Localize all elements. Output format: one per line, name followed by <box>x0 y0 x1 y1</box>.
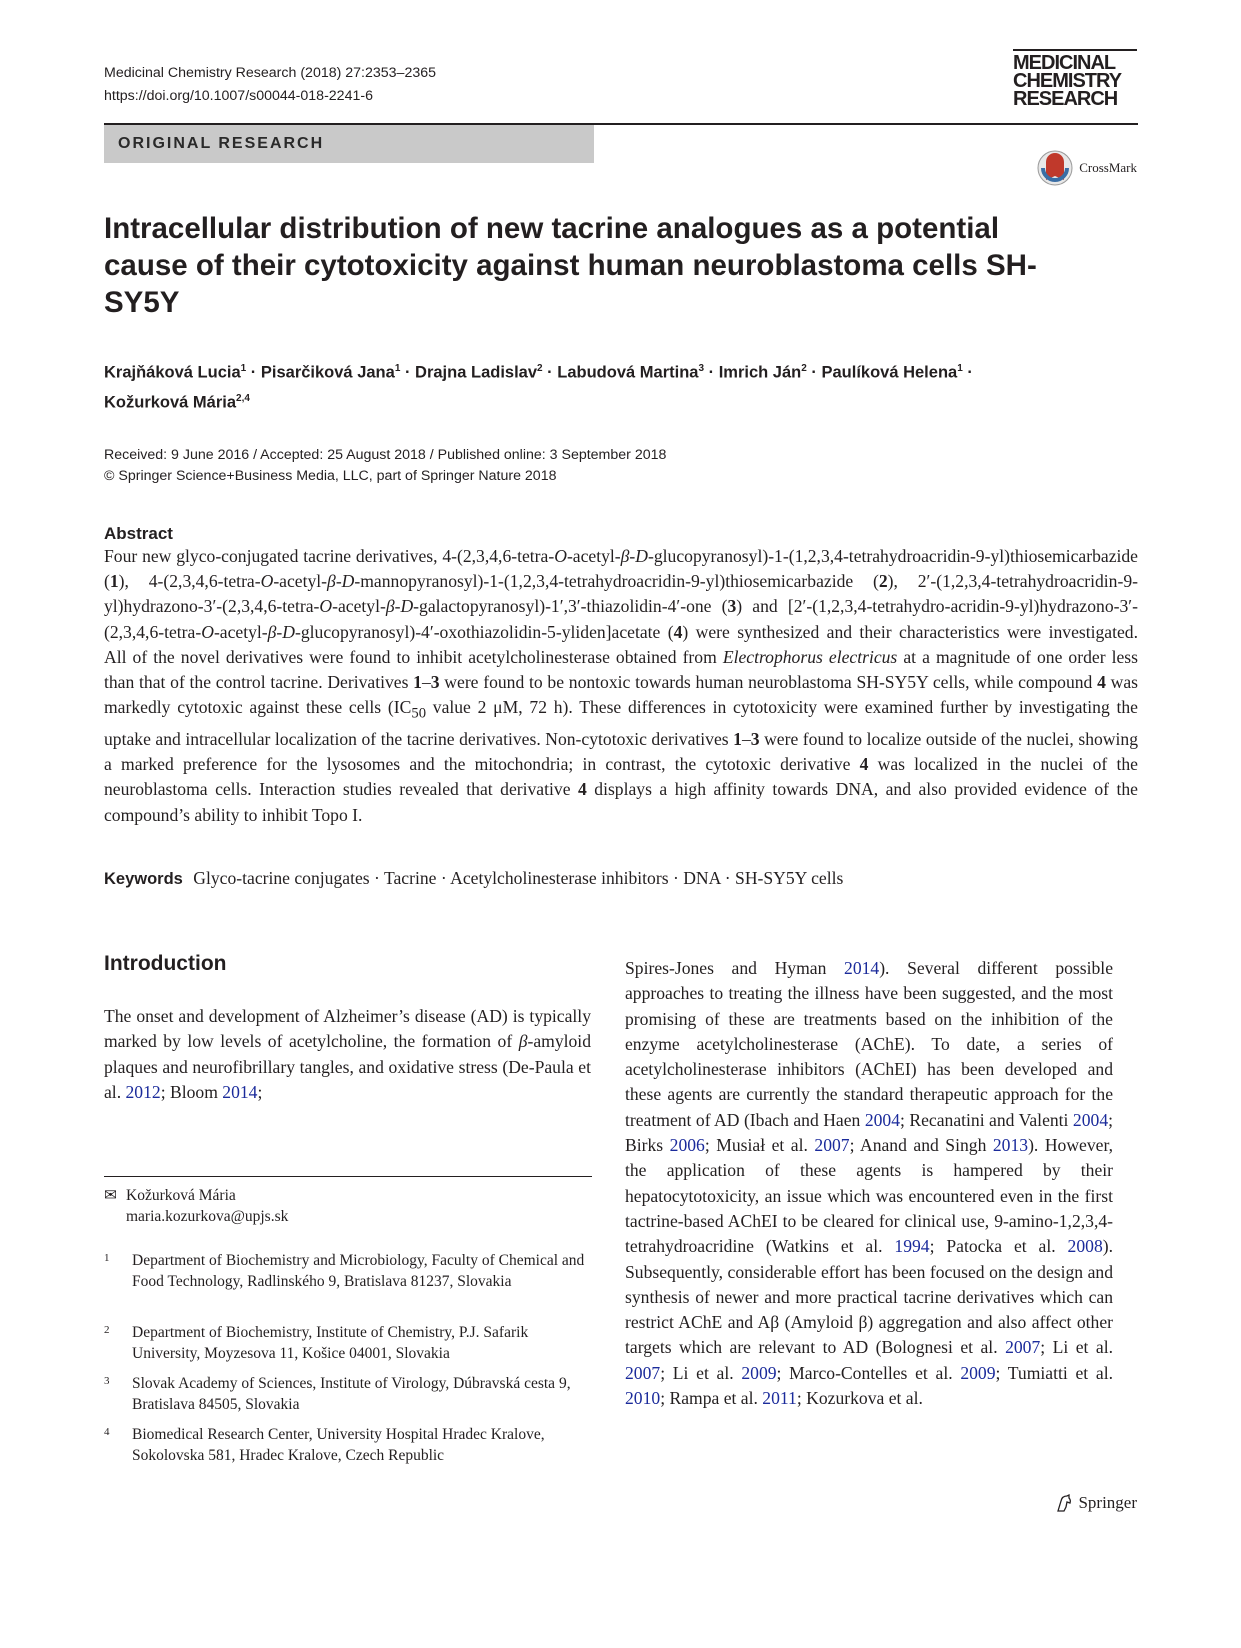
author-aff: 2 <box>801 363 807 374</box>
intro-paragraph-right: Spires-Jones and Hyman 2014). Several different possible approaches to treating the illness have been suggested, and the most promising of these are treatments based on the inhibition of the enzyme acetylcholinesterase (AChE). To date, a series of acetylcholinesterase inhibitors (AChEI) has been developed and these agents are currently the standard therapeutic approach for the treatment of AD (Ibach and Haen 2004; Recanatini and Valenti 2004; Birks 2006; Musiał et al. 2007; Anand and Singh 2013). However, the application of these agents is hampered by their hepatocytotoxicity, an issue which was encountered even in the first tactrine-based AChEI to be cleared for clinical use, 9-amino-1,2,3,4-tetrahydroacridine (Watkins et al. 1994; Patocka et al. 2008). Subsequently, considerable effort has been focused on the design and synthesis of newer and more practical tacrine derivatives which can restrict AChE and Aβ (Amyloid β) aggregation and also affect other targets which are relevant to AD (Bolognesi et al. 2007; Li et al. 2007; Li et al. 2009; Marco-Contelles et al. 2009; Tumiatti et al. 2010; Rampa et al. 2011; Kozurkova et al. <box>625 958 1113 1409</box>
publisher-logo <box>1054 1493 1137 1513</box>
aff-text: Biomedical Research Center, University Hospital Hradec Kralove, Sokolovska 581, Hradec Kralove, Czech Republic <box>132 1426 545 1464</box>
article-title: Intracellular distribution of new tacrine analogues as a potential cause of their cytotoxicity against human neuroblastoma cells SH-SY5Y <box>104 212 1037 319</box>
aff-number: 1 <box>104 1252 110 1264</box>
aff-number: 4 <box>104 1426 110 1438</box>
journal-logo <box>1013 54 1137 108</box>
author[interactable]: Imrich Ján <box>718 363 802 382</box>
author-aff: 2 <box>537 363 543 374</box>
keyword: Acetylcholinesterase inhibitors <box>450 868 669 888</box>
logo-line-1: MEDICINAL <box>1013 52 1116 74</box>
crossmark-icon <box>1035 150 1075 186</box>
envelope-icon: ✉ <box>104 1187 117 1204</box>
intro-heading: Introduction <box>104 952 227 975</box>
affiliation-3 <box>104 1373 592 1415</box>
author[interactable]: Pisarčiková Jana <box>260 363 395 382</box>
affiliation-4 <box>104 1424 592 1466</box>
affiliation-1 <box>104 1250 592 1292</box>
author-aff: 1 <box>957 363 963 374</box>
section-banner: ORIGINAL RESEARCH <box>104 125 594 163</box>
author-list: Krajňáková Lucia$^1$ · Pisarčiková Jana$^1$ · Drajna Ladislav$^2$ · Labudová Martina$^3$ · Imrich Ján$^2$ · Paulíková Helena$^1$ · Kožurková Mária$^{2,4}$ <box>104 363 973 411</box>
abstract-body: Four new glyco-conjugated tacrine derivatives, 4-(2,3,4,6-tetra-O-acetyl-β-D-glucopyranosyl)-1-(1,2,3,4-tetrahydroacridin-9-yl)thiosemicarbazide (1), 4-(2,3,4,6-tetra-O-acetyl-β-D-mannopyranosyl)-1-(1,2,3,4-tetrahydroacridin-9-yl)thiosemicarbazide (2), 2′-(1,2,3,4-tetrahydroacridin-9-yl)hydrazono-3′-(2,3,4,6-tetra-O-acetyl-β-D-galactopyranosyl)-1′,3′-thiazolidin-4′-one (3) and [2′-(1,2,3,4-tetrahydro-acridin-9-yl)hydrazono-3′-(2,3,4,6-tetra-O-acetyl-β-D-glucopyranosyl)-4′-oxothiazolidin-5-yliden]acetate (4) were synthesized and their characteristics were investigated. All of the novel derivatives were found to inhibit acetylcholinesterase obtained from Electrophorus electricus at a magnitude of one order less than that of the control tacrine. Derivatives 1–3 were found to be nontoxic towards human neuroblastoma SH-SY5Y cells, while compound 4 was markedly cytotoxic against these cells ($IC_{50}$ value 2 μM, 72 h). These differences in cytotoxicity were examined further by investigating the uptake and intracellular localization of the tacrine derivatives. Non-cytotoxic derivatives 1–3 were found to localize outside of the nuclei, showing a marked preference for the lysosomes and the mitochondria; in contrast, the cytotoxic derivative 4 was localized in the nuclei of the neuroblastoma cells. Interaction studies revealed that derivative 4 displays a high affinity towards DNA, and also provided evidence of the compound’s ability to inhibit Topo I. <box>104 546 1138 825</box>
doi-link[interactable]: https://doi.org/10.1007/s00044-018-2241-6 <box>104 88 373 104</box>
keyword: DNA <box>683 868 721 888</box>
aff-number: 2 <box>104 1324 110 1336</box>
keyword: Glyco-tacrine conjugates <box>193 868 370 888</box>
author-aff: 1 <box>394 363 401 374</box>
date-line: Received: 9 June 2016 / Accepted: 25 August 2018 / Published online: 3 September 2018 <box>104 447 667 463</box>
author[interactable]: Drajna Ladislav <box>415 363 538 382</box>
author-aff: 1 <box>240 363 247 374</box>
logo-line-3: RESEARCH <box>1013 88 1118 110</box>
abstract-heading: Abstract <box>104 524 173 543</box>
publication-dates <box>104 445 666 487</box>
keyword: SH-SY5Y cells <box>735 868 844 888</box>
aff-text: Slovak Academy of Sciences, Institute of Virology, Dúbravská cesta 9, Bratislava 84505, Slovakia <box>132 1375 571 1413</box>
author[interactable]: Labudová Martina <box>557 363 699 382</box>
publisher-name: Springer <box>1078 1493 1137 1512</box>
springer-horse-icon <box>1054 1493 1074 1513</box>
aff-text: Department of Biochemistry, Institute of Chemistry, P.J. Safarik University, Moyzesova 11, Košice 04001, Slovakia <box>132 1324 529 1362</box>
journal-citation: Medicinal Chemistry Research (2018) 27:2353–2365 <box>104 65 437 81</box>
author[interactable]: Krajňáková Lucia <box>104 363 241 382</box>
corr-name: Kožurková Mária <box>126 1187 236 1204</box>
crossmark-label: CrossMark <box>1079 160 1137 175</box>
keywords-label: Keywords <box>104 870 183 888</box>
keyword: Tacrine <box>383 868 437 888</box>
aff-number: 3 <box>104 1375 110 1387</box>
logo-line-2: CHEMISTRY <box>1013 70 1122 92</box>
intro-paragraph-left: The onset and development of Alzheimer’s disease (AD) is typically marked by low levels of acetylcholine, the formation of β-amyloid plaques and neurofibrillary tangles, and oxidative stress (De-Paula et al. 2012; Bloom 2014; <box>104 1006 591 1102</box>
corr-email[interactable]: maria.kozurkova@upjs.sk <box>126 1208 289 1225</box>
crossmark-badge[interactable] <box>1035 150 1137 186</box>
footnote-rule <box>104 1176 592 1177</box>
keywords: Keywords Glyco-tacrine conjugates · Tacrine · Acetylcholinesterase inhibitors · DNA · SH-SY5Y cells <box>104 868 844 888</box>
author-aff: 2,4 <box>236 392 250 404</box>
affiliation-2 <box>104 1322 592 1364</box>
author[interactable]: Kožurková Mária <box>104 393 237 411</box>
author-aff: 3 <box>698 363 705 374</box>
corresponding-author <box>104 1185 288 1227</box>
author[interactable]: Paulíková Helena <box>821 363 958 382</box>
aff-text: Department of Biochemistry and Microbiology, Faculty of Chemical and Food Technology, Radlinského 9, Bratislava 81237, Slovakia <box>132 1252 585 1290</box>
copyright-line: © Springer Science+Business Media, LLC, part of Springer Nature 2018 <box>104 468 557 484</box>
